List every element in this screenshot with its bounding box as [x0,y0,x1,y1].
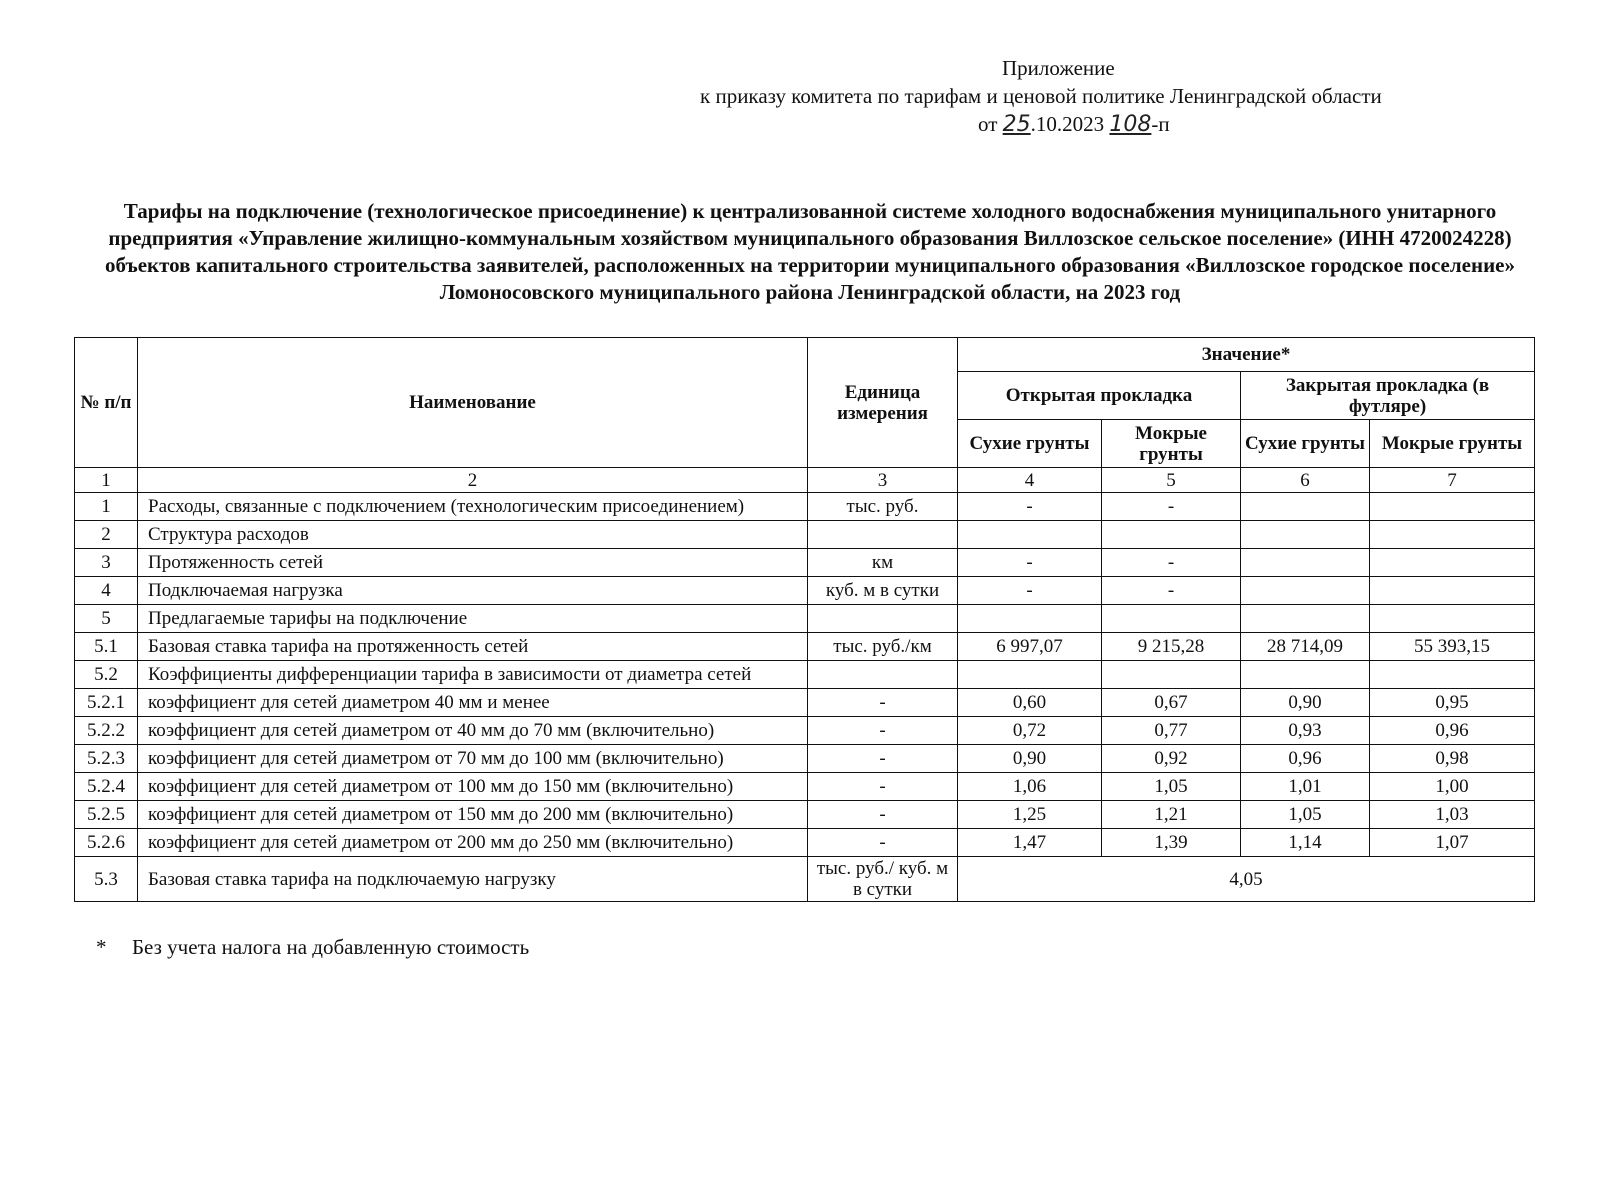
value-open-wet [1102,605,1241,633]
row-number: 5.1 [75,633,138,661]
row-number: 5.2.4 [75,773,138,801]
document-title: Тарифы на подключение (технологическое присоединение) к централизованной системе холодного водоснабжения муниципального унитарного предприятия «Управление жилищно-коммунальным хозяйством муниципального образования Виллозское сельское поселение» (ИНН 4720024228) объектов капитального строительства заявителей, расположенных на территории муниципального образования «Виллозское городское поселение» Ломоносовского муниципального района Ленинградской области, на 2023 год [105,199,1515,304]
value-open-dry: 1,25 [958,801,1102,829]
value-closed-wet: 55 393,15 [1370,633,1535,661]
table-row [75,549,1535,577]
value-closed-wet: 1,07 [1370,829,1535,857]
value-closed-dry: 1,05 [1241,801,1370,829]
row-number: 5.2.3 [75,745,138,773]
value-closed-wet: 0,96 [1370,717,1535,745]
value-connection-load-rate: 4,05 [958,857,1535,902]
footnote-marker: * [96,935,107,959]
table-row [75,745,1535,773]
row-number: 5.2.6 [75,829,138,857]
row-number: 2 [75,521,138,549]
value-open-wet: 9 215,28 [1102,633,1241,661]
date-rest: .10.2023 [1030,112,1105,136]
value-open-dry: 0,90 [958,745,1102,773]
value-open-wet [1102,521,1241,549]
value-open-wet: - [1102,549,1241,577]
table-row [75,689,1535,717]
value-open-wet: - [1102,493,1241,521]
value-closed-wet [1370,521,1535,549]
value-open-dry: 0,72 [958,717,1102,745]
header-open-dry: Сухие грунты [958,420,1102,468]
value-closed-dry [1241,521,1370,549]
row-name: коэффициент для сетей диаметром 40 мм и менее [138,689,808,717]
footnote-text: Без учета налога на добавленную стоимость [132,935,530,959]
row-number: 5.3 [75,857,138,902]
row-unit: - [808,829,958,857]
value-closed-wet: 1,00 [1370,773,1535,801]
appendix-reference: к приказу комитета по тарифам и ценовой политике Ленинградской области [700,84,1382,108]
row-unit [808,605,958,633]
table-row [75,801,1535,829]
table-row [75,773,1535,801]
footnote [96,935,529,960]
row-unit: - [808,801,958,829]
value-closed-dry: 0,96 [1241,745,1370,773]
value-closed-dry [1241,493,1370,521]
row-name: коэффициент для сетей диаметром от 150 мм до 200 мм (включительно) [138,801,808,829]
column-number: 2 [138,468,808,493]
table-row [75,661,1535,689]
header-closed-wet: Мокрые грунты [1370,420,1535,468]
header-closed-laying: Закрытая прокладка (в футляре) [1241,372,1535,420]
value-open-wet: 1,21 [1102,801,1241,829]
value-open-dry: 1,06 [958,773,1102,801]
header-unit: Единица измерения [808,338,958,468]
value-closed-wet [1370,493,1535,521]
table-row [75,829,1535,857]
column-number: 7 [1370,468,1535,493]
value-open-dry [958,521,1102,549]
value-open-wet: - [1102,577,1241,605]
value-closed-dry: 0,93 [1241,717,1370,745]
row-name: Базовая ставка тарифа на протяженность сетей [138,633,808,661]
value-closed-wet: 1,03 [1370,801,1535,829]
table-row [75,521,1535,549]
value-closed-dry [1241,605,1370,633]
value-open-wet: 1,39 [1102,829,1241,857]
row-unit: - [808,745,958,773]
row-number: 5.2.2 [75,717,138,745]
handwritten-order-number: 108 [1109,112,1152,137]
column-number: 6 [1241,468,1370,493]
row-name: Базовая ставка тарифа на подключаемую нагрузку [138,857,808,902]
column-number: 3 [808,468,958,493]
value-closed-wet [1370,605,1535,633]
row-name: Коэффициенты дифференциации тарифа в зависимости от диаметра сетей [138,661,808,689]
value-closed-dry: 28 714,09 [1241,633,1370,661]
value-closed-wet [1370,661,1535,689]
row-unit: тыс. руб./км [808,633,958,661]
header-name: Наименование [138,338,808,468]
value-closed-dry: 0,90 [1241,689,1370,717]
row-unit: - [808,773,958,801]
value-closed-wet: 0,98 [1370,745,1535,773]
header-value: Значение* [958,338,1535,372]
table-row [75,493,1535,521]
value-closed-dry [1241,661,1370,689]
row-name: Структура расходов [138,521,808,549]
header-number: № п/п [75,338,138,468]
table-row [75,633,1535,661]
row-unit: - [808,689,958,717]
value-open-wet: 1,05 [1102,773,1241,801]
value-open-wet: 0,92 [1102,745,1241,773]
column-number-row [75,468,1535,493]
column-number: 1 [75,468,138,493]
column-number: 5 [1102,468,1241,493]
row-name: Протяженность сетей [138,549,808,577]
row-number: 5.2.5 [75,801,138,829]
value-open-dry [958,661,1102,689]
table-row [75,605,1535,633]
value-open-dry: 0,60 [958,689,1102,717]
order-suffix: -п [1151,112,1170,136]
value-closed-dry [1241,549,1370,577]
value-open-dry: 6 997,07 [958,633,1102,661]
appendix-date [978,112,1170,137]
tariff-table [74,337,1535,902]
row-number: 5.2 [75,661,138,689]
handwritten-day: 25 [1002,112,1031,137]
row-unit: куб. м в сутки [808,577,958,605]
header-open-laying: Открытая прокладка [958,372,1241,420]
table-row [75,717,1535,745]
table-row [75,577,1535,605]
row-unit: - [808,717,958,745]
row-name: коэффициент для сетей диаметром от 200 мм до 250 мм (включительно) [138,829,808,857]
date-prefix: от [978,112,998,136]
value-closed-wet: 0,95 [1370,689,1535,717]
value-open-dry [958,605,1102,633]
row-unit: км [808,549,958,577]
value-open-wet [1102,661,1241,689]
row-unit: тыс. руб. [808,493,958,521]
value-closed-dry: 1,01 [1241,773,1370,801]
row-unit [808,521,958,549]
value-open-wet: 0,67 [1102,689,1241,717]
appendix-title: Приложение [1002,56,1115,80]
header-closed-dry: Сухие грунты [1241,420,1370,468]
table-row-last [75,857,1535,902]
value-open-dry: - [958,577,1102,605]
row-name: Подключаемая нагрузка [138,577,808,605]
row-unit [808,661,958,689]
value-open-dry: 1,47 [958,829,1102,857]
value-open-dry: - [958,549,1102,577]
value-closed-dry [1241,577,1370,605]
header-open-wet: Мокрые грунты [1102,420,1241,468]
row-name: Предлагаемые тарифы на подключение [138,605,808,633]
row-unit: тыс. руб./ куб. м в сутки [808,857,958,902]
row-number: 1 [75,493,138,521]
row-name: Расходы, связанные с подключением (технологическим присоединением) [138,493,808,521]
value-open-dry: - [958,493,1102,521]
row-number: 3 [75,549,138,577]
column-number: 4 [958,468,1102,493]
row-number: 5 [75,605,138,633]
value-closed-wet [1370,549,1535,577]
row-number: 5.2.1 [75,689,138,717]
value-closed-wet [1370,577,1535,605]
value-open-wet: 0,77 [1102,717,1241,745]
row-name: коэффициент для сетей диаметром от 40 мм до 70 мм (включительно) [138,717,808,745]
row-number: 4 [75,577,138,605]
row-name: коэффициент для сетей диаметром от 100 мм до 150 мм (включительно) [138,773,808,801]
row-name: коэффициент для сетей диаметром от 70 мм до 100 мм (включительно) [138,745,808,773]
value-closed-dry: 1,14 [1241,829,1370,857]
